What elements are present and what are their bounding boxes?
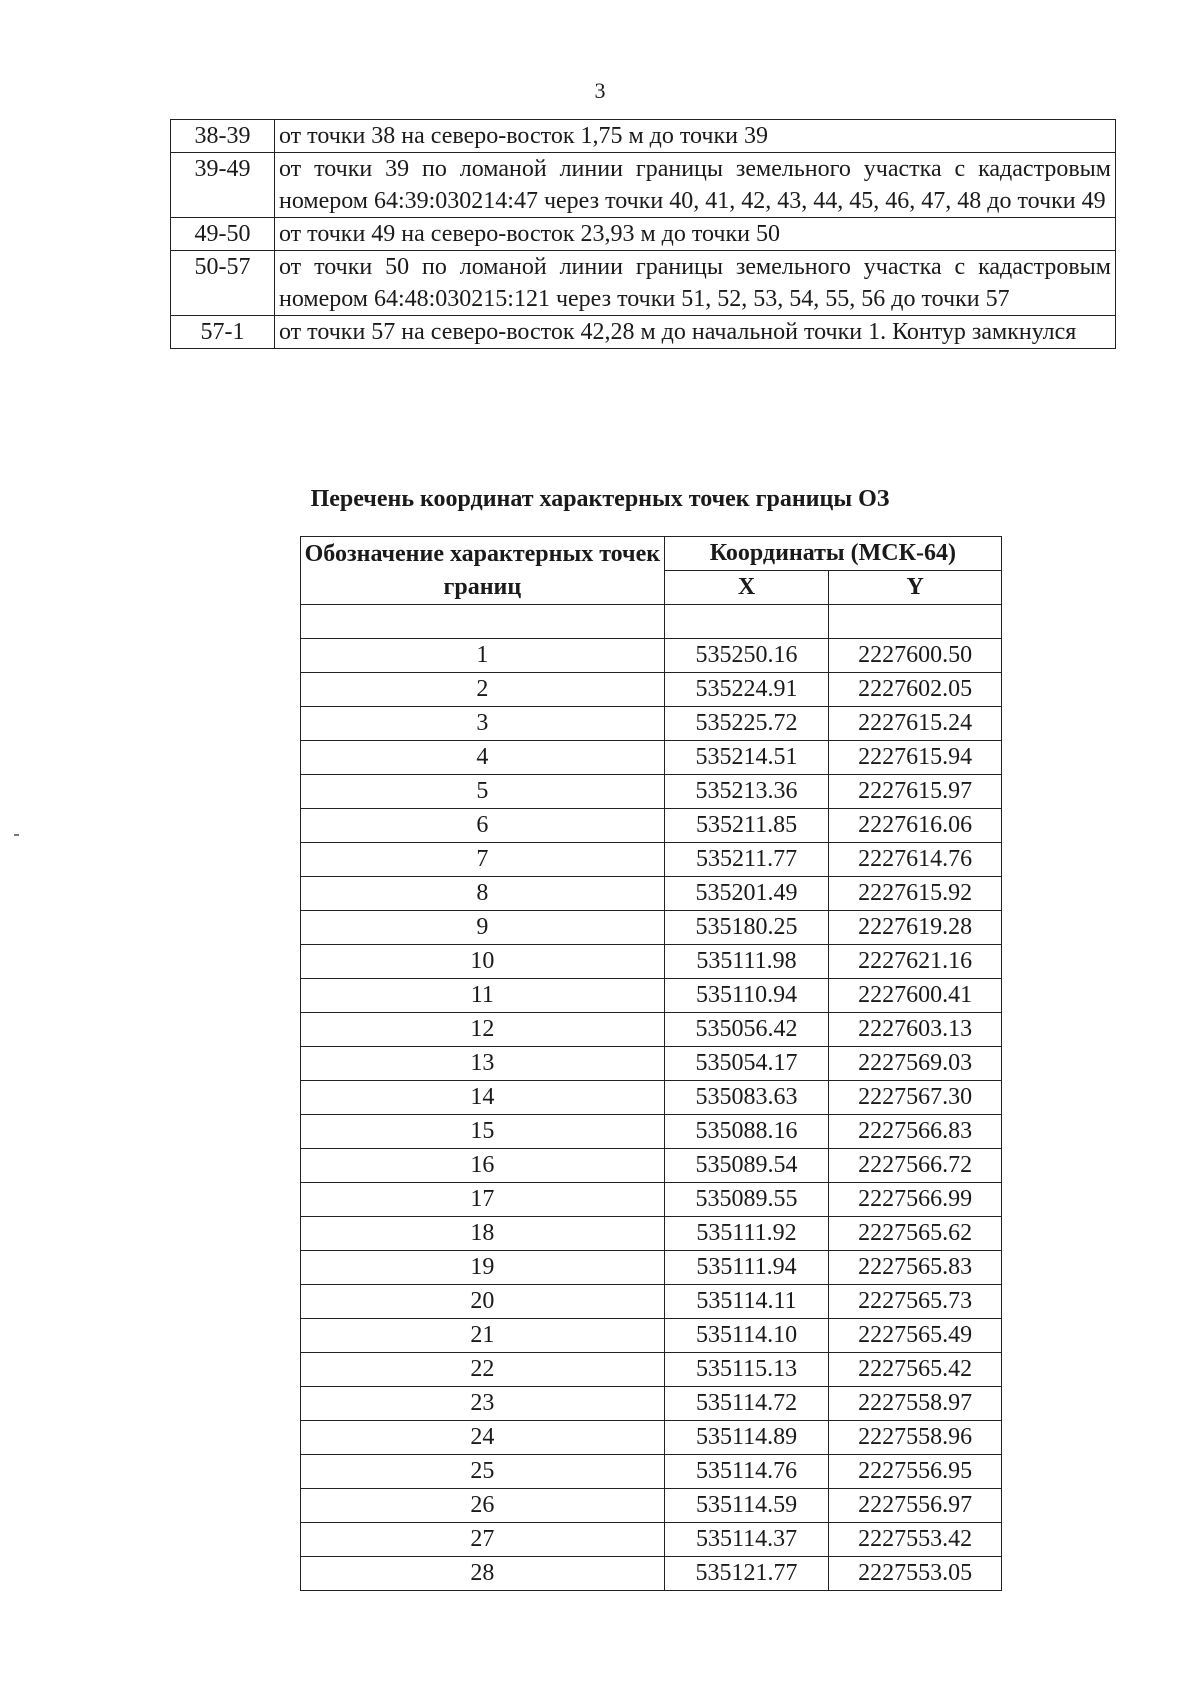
coordinate-row [301, 945, 1002, 979]
x-coordinate: 535214.51 [664, 741, 829, 775]
y-coordinate: 2227616.06 [829, 809, 1002, 843]
coordinate-row [301, 843, 1002, 877]
point-number: 1 [301, 639, 665, 673]
point-number: 27 [301, 1523, 665, 1557]
coordinate-row [301, 1387, 1002, 1421]
y-coordinate: 2227565.49 [829, 1319, 1002, 1353]
empty-cell [664, 605, 829, 639]
x-coordinate: 535211.85 [664, 809, 829, 843]
coordinate-row [301, 1251, 1002, 1285]
x-coordinate: 535115.13 [664, 1353, 829, 1387]
x-coordinate: 535213.36 [664, 775, 829, 809]
x-coordinate: 535225.72 [664, 707, 829, 741]
coordinates-table-header [301, 537, 1002, 605]
x-coordinate: 535201.49 [664, 877, 829, 911]
x-coordinate: 535121.77 [664, 1557, 829, 1591]
y-coordinate: 2227565.42 [829, 1353, 1002, 1387]
y-coordinate: 2227556.97 [829, 1489, 1002, 1523]
coordinate-row [301, 809, 1002, 843]
point-number: 20 [301, 1285, 665, 1319]
coordinate-row [301, 1115, 1002, 1149]
empty-cell [829, 605, 1002, 639]
x-coordinate: 535114.76 [664, 1455, 829, 1489]
x-coordinate: 535088.16 [664, 1115, 829, 1149]
boundary-segments-table [170, 119, 1116, 349]
x-coordinate: 535224.91 [664, 673, 829, 707]
x-coordinate: 535111.94 [664, 1251, 829, 1285]
segment-description: от точки 38 на северо-восток 1,75 м до точки 39 [275, 120, 1116, 153]
point-number: 18 [301, 1217, 665, 1251]
coordinate-row [301, 1285, 1002, 1319]
y-coordinate: 2227566.72 [829, 1149, 1002, 1183]
y-coordinate: 2227567.30 [829, 1081, 1002, 1115]
point-number: 2 [301, 673, 665, 707]
segment-id: 39-49 [171, 153, 275, 218]
y-coordinate: 2227603.13 [829, 1013, 1002, 1047]
y-coordinate: 2227553.05 [829, 1557, 1002, 1591]
coordinates-body [301, 605, 1002, 1591]
coordinate-row [301, 1149, 1002, 1183]
coordinate-row [301, 1523, 1002, 1557]
coordinate-row [301, 673, 1002, 707]
x-coordinate: 535114.89 [664, 1421, 829, 1455]
point-number: 25 [301, 1455, 665, 1489]
x-coordinate: 535111.92 [664, 1217, 829, 1251]
x-coordinate: 535089.55 [664, 1183, 829, 1217]
coordinate-row [301, 1489, 1002, 1523]
x-coordinate: 535114.72 [664, 1387, 829, 1421]
point-number: 4 [301, 741, 665, 775]
segment-description: от точки 49 на северо-восток 23,93 м до точки 50 [275, 218, 1116, 251]
y-coordinate: 2227615.24 [829, 707, 1002, 741]
coordinates-table [300, 536, 1002, 1591]
coordinate-row [301, 1013, 1002, 1047]
y-coordinate: 2227565.83 [829, 1251, 1002, 1285]
coordinate-row [301, 1421, 1002, 1455]
header-coordinates: Координаты (МСК-64) [664, 537, 1001, 571]
y-coordinate: 2227619.28 [829, 911, 1002, 945]
coordinate-row [301, 877, 1002, 911]
point-number: 19 [301, 1251, 665, 1285]
empty-row [301, 605, 1002, 639]
coordinate-row [301, 1455, 1002, 1489]
y-coordinate: 2227602.05 [829, 673, 1002, 707]
segment-row [171, 120, 1116, 153]
x-coordinate: 535111.98 [664, 945, 829, 979]
segment-id: 49-50 [171, 218, 275, 251]
point-number: 6 [301, 809, 665, 843]
segment-id: 50-57 [171, 251, 275, 316]
point-number: 9 [301, 911, 665, 945]
header-points: Обозначение характерных точек границ [301, 537, 665, 605]
coordinates-title: Перечень координат характерных точек границы ОЗ [310, 486, 890, 512]
segment-description: от точки 57 на северо-восток 42,28 м до начальной точки 1. Контур замкнулся [275, 316, 1116, 349]
y-coordinate: 2227565.73 [829, 1285, 1002, 1319]
x-coordinate: 535211.77 [664, 843, 829, 877]
point-number: 8 [301, 877, 665, 911]
y-coordinate: 2227600.41 [829, 979, 1002, 1013]
y-coordinate: 2227614.76 [829, 843, 1002, 877]
point-number: 24 [301, 1421, 665, 1455]
header-x: X [664, 571, 829, 605]
segment-row [171, 316, 1116, 349]
coordinate-row [301, 707, 1002, 741]
empty-cell [301, 605, 665, 639]
coordinate-row [301, 639, 1002, 673]
point-number: 3 [301, 707, 665, 741]
point-number: 26 [301, 1489, 665, 1523]
point-number: 17 [301, 1183, 665, 1217]
point-number: 7 [301, 843, 665, 877]
point-number: 14 [301, 1081, 665, 1115]
point-number: 13 [301, 1047, 665, 1081]
coordinate-row [301, 1319, 1002, 1353]
x-coordinate: 535180.25 [664, 911, 829, 945]
segment-row [171, 251, 1116, 316]
x-coordinate: 535114.37 [664, 1523, 829, 1557]
point-number: 11 [301, 979, 665, 1013]
x-coordinate: 535114.59 [664, 1489, 829, 1523]
coordinate-row [301, 775, 1002, 809]
point-number: 16 [301, 1149, 665, 1183]
y-coordinate: 2227565.62 [829, 1217, 1002, 1251]
y-coordinate: 2227615.94 [829, 741, 1002, 775]
x-coordinate: 535114.10 [664, 1319, 829, 1353]
coordinate-row [301, 1557, 1002, 1591]
y-coordinate: 2227556.95 [829, 1455, 1002, 1489]
y-coordinate: 2227553.42 [829, 1523, 1002, 1557]
x-coordinate: 535114.11 [664, 1285, 829, 1319]
coordinate-row [301, 1183, 1002, 1217]
y-coordinate: 2227558.97 [829, 1387, 1002, 1421]
coordinate-row [301, 979, 1002, 1013]
point-number: 5 [301, 775, 665, 809]
x-coordinate: 535250.16 [664, 639, 829, 673]
point-number: 22 [301, 1353, 665, 1387]
x-coordinate: 535056.42 [664, 1013, 829, 1047]
point-number: 15 [301, 1115, 665, 1149]
segment-id: 38-39 [171, 120, 275, 153]
coordinate-row [301, 1081, 1002, 1115]
coordinate-row [301, 1353, 1002, 1387]
scan-mark [14, 834, 19, 836]
point-number: 23 [301, 1387, 665, 1421]
y-coordinate: 2227566.83 [829, 1115, 1002, 1149]
header-y: Y [829, 571, 1002, 605]
segments-body [171, 120, 1116, 349]
point-number: 10 [301, 945, 665, 979]
coordinate-row [301, 741, 1002, 775]
coordinate-row [301, 1217, 1002, 1251]
page-number: 3 [594, 78, 606, 103]
segment-row [171, 218, 1116, 251]
segment-description: от точки 50 по ломаной линии границы земельного участка с кадастровым номером 64:48:030215:121 через точки 51, 52, 53, 54, 55, 56 до точки 57 [275, 251, 1116, 316]
x-coordinate: 535110.94 [664, 979, 829, 1013]
segment-id: 57-1 [171, 316, 275, 349]
x-coordinate: 535089.54 [664, 1149, 829, 1183]
coordinate-row [301, 1047, 1002, 1081]
y-coordinate: 2227615.97 [829, 775, 1002, 809]
y-coordinate: 2227621.16 [829, 945, 1002, 979]
point-number: 21 [301, 1319, 665, 1353]
coordinate-row [301, 911, 1002, 945]
segment-row [171, 153, 1116, 218]
y-coordinate: 2227566.99 [829, 1183, 1002, 1217]
y-coordinate: 2227615.92 [829, 877, 1002, 911]
point-number: 28 [301, 1557, 665, 1591]
y-coordinate: 2227569.03 [829, 1047, 1002, 1081]
x-coordinate: 535054.17 [664, 1047, 829, 1081]
segment-description: от точки 39 по ломаной линии границы земельного участка с кадастровым номером 64:39:030214:47 через точки 40, 41, 42, 43, 44, 45, 46, 47, 48 до точки 49 [275, 153, 1116, 218]
y-coordinate: 2227558.96 [829, 1421, 1002, 1455]
y-coordinate: 2227600.50 [829, 639, 1002, 673]
x-coordinate: 535083.63 [664, 1081, 829, 1115]
point-number: 12 [301, 1013, 665, 1047]
